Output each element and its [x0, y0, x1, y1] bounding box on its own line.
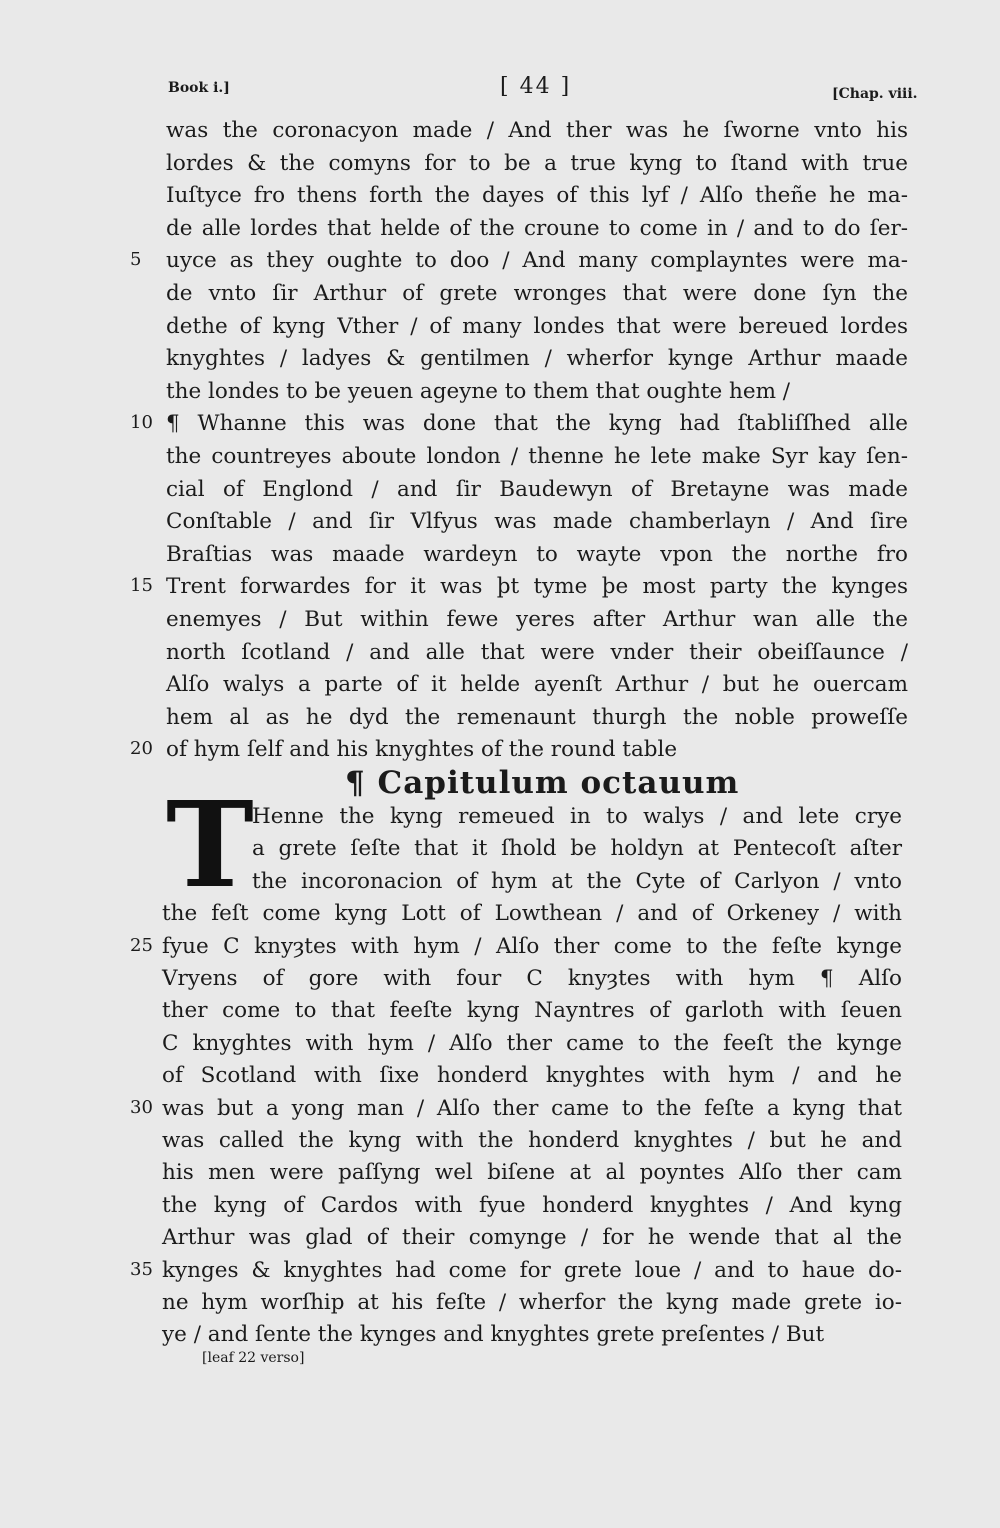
text-line: was the coronacyon made / And ther was he ſworne vnto his: [166, 118, 908, 143]
text-line: Braſtias was maade wardeyn to wayte vpon the northe fro: [166, 541, 908, 567]
text-line: ne hym worſhip at his feſte / wherfor the kyng made grete io-: [162, 1290, 902, 1315]
text-line: cial of Englond / and ſir Baudewyn of Bretayne was made: [166, 476, 908, 502]
text-line: was but a yong man / Alſo ther came to the feſte a kyng that: [162, 1095, 902, 1121]
text-line: enemyes / But within fewe yeres after Arthur wan alle the: [166, 607, 908, 632]
text-line: the feſt come kyng Lott of Lowthean / and of Orkeney / with: [162, 901, 902, 927]
text-line: the countreyes aboute london / thenne he lete make Syr kay ſen-: [166, 444, 908, 469]
chapter-heading: ¶ Capitulum octauum: [345, 765, 740, 801]
running-head-book: Book i.]: [168, 80, 230, 96]
text-line: fyue C knyȝtes with hym / Alſo ther come to the feſte kynge: [162, 933, 902, 959]
text-line: north ſcotland / and alle that were vnder their obeiſſaunce /: [166, 639, 908, 665]
text-line: his men were paſſyng wel biſene at al poyntes Alſo ther cam: [162, 1160, 902, 1186]
text-line: kynges & knyghtes had come for grete loue / and to haue do-: [162, 1257, 902, 1283]
text-line: the incoronacion of hym at the Cyte of Carlyon / vnto: [252, 868, 902, 894]
text-line: Alſo walys a parte of it helde ayenſt Arthur / but he ouercam: [166, 672, 908, 698]
text-line: de alle lordes that helde of the croune to come in / and to do ſer-: [166, 215, 908, 241]
line-number: 30: [130, 1096, 153, 1118]
text-line: Trent forwardes for it was þt tyme þe most party the kynges: [166, 574, 908, 600]
text-line: lordes & the comyns for to be a true kyng to ſtand with true: [166, 150, 908, 176]
line-number: 5: [130, 249, 142, 271]
line-number: 25: [130, 934, 153, 956]
running-head-chapter: [Chap. viii.: [832, 86, 918, 102]
line-number: 10: [130, 412, 153, 434]
text-line: uyce as they oughte to doo / And many complayntes were ma-: [166, 248, 908, 274]
text-line: Arthur was glad of their comynge / for he wende that al the: [162, 1225, 902, 1251]
text-line: a grete ſeſte that it ſhold be holdyn at Pentecoſt aſter: [252, 836, 902, 862]
text-line: hem al as he dyd the remenaunt thurgh the noble proweſſe: [166, 704, 908, 730]
text-line: ther come to that feeſte kyng Nayntres of garloth with ſeuen: [162, 998, 902, 1024]
text-line: of Scotland with ſixe honderd knyghtes with hym / and he: [162, 1063, 902, 1089]
text-line: of hym ſelf and his knyghtes of the round table: [166, 737, 678, 763]
text-line: C knyghtes with hym / Alſo ther came to the feeſt the kynge: [162, 1030, 902, 1056]
line-number: 35: [130, 1258, 153, 1280]
drop-cap: T: [166, 775, 254, 914]
text-line: Vryens of gore with four C knyȝtes with hym ¶ Alſo: [162, 966, 902, 991]
line-number: 15: [130, 575, 153, 597]
text-line: de vnto ſir Arthur of grete wronges that were done ſyn the: [166, 281, 908, 306]
text-line: ye / and ſente the kynges and knyghtes grete preſentes / But: [162, 1322, 825, 1348]
text-line: Henne the kyng remeued in to walys / and lete crye: [252, 804, 902, 829]
text-line: Iuſtyce fro thens forth the dayes of this lyf / Alſo theñe he ma-: [166, 183, 908, 209]
page-number: [ 44 ]: [500, 74, 572, 99]
text-line: dethe of kyng Vther / of many londes that were bereued lordes: [166, 313, 908, 339]
text-line: ¶ Whanne this was done that the kyng had ſtabliſſhed alle: [166, 411, 908, 437]
text-line: the kyng of Cardos with fyue honderd knyghtes / And kyng: [162, 1192, 902, 1218]
text-line: was called the kyng with the honderd knyghtes / but he and: [162, 1128, 902, 1153]
leaf-note: [leaf 22 verso]: [202, 1350, 305, 1366]
text-line: the londes to be yeuen ageyne to them that oughte hem /: [166, 378, 791, 404]
text-line: Conſtable / and ſir Vlfyus was made chamberlayn / And ſire: [166, 509, 908, 535]
line-number: 20: [130, 738, 153, 760]
text-line: knyghtes / ladyes & gentilmen / wherfor kynge Arthur maade: [166, 346, 908, 372]
